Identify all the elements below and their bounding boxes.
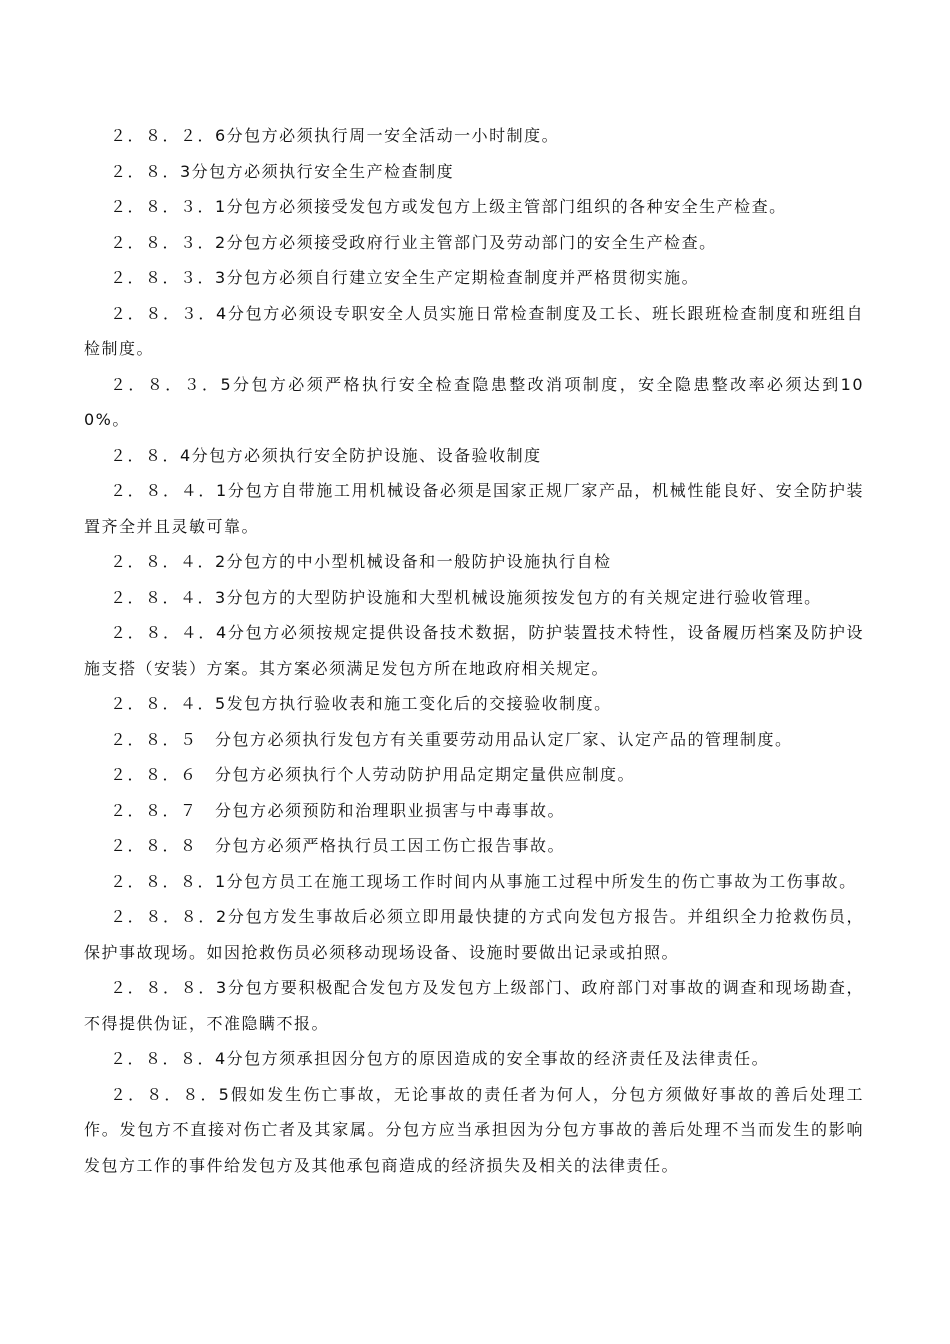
- paragraph: ２．８．８．1分包方员工在施工现场工作时间内从事施工过程中所发生的伤亡事故为工伤事故。: [110, 871, 857, 891]
- section-heading: ２．８．７ 分包方必须预防和治理职业损害与中毒事故。: [110, 800, 566, 820]
- paragraph: ２．８．４．1分包方自带施工用机械设备必须是国家正规厂家产品，机械性能良好、安全防护装置齐全并且灵敏可靠。: [84, 481, 864, 536]
- section-heading: ２．８．５ 分包方必须执行发包方有关重要劳动用品认定厂家、认定产品的管理制度。: [110, 729, 793, 749]
- section-heading: ２．８．８ 分包方必须严格执行员工因工伤亡报告事故。: [110, 836, 566, 855]
- section-heading: ２．８．4分包方必须执行安全防护设施、设备验收制度: [110, 445, 542, 465]
- paragraph: ２．８．８．3分包方要积极配合发包方及发包方上级部门、政府部门对事故的调查和现场勘查，不得提供伪证，不准隐瞒不报。: [84, 978, 864, 1033]
- paragraph: ２．８．３．5分包方必须严格执行安全检查隐患整改消项制度，安全隐患整改率必须达到100%。: [84, 374, 864, 429]
- paragraph: ２．８．８．5假如发生伤亡事故，无论事故的责任者为何人，分包方须做好事故的善后处理工作。发包方不直接对伤亡者及其家属。分包方应当承担因为分包方事故的善后处理不当而发生的影响发包方工作的事件给发包方及其他承包商造成的经济损失及相关的法律责任。: [84, 1084, 864, 1175]
- paragraph: ２．８．８．4分包方须承担因分包方的原因造成的安全事故的经济责任及法律责任。: [110, 1049, 770, 1068]
- paragraph: ２．８．３．3分包方必须自行建立安全生产定期检查制度并严格贯彻实施。: [110, 268, 700, 287]
- paragraph: ２．８．３．1分包方必须接受发包方或发包方上级主管部门组织的各种安全生产检查。: [110, 197, 787, 216]
- document-body: [84, 118, 864, 1183]
- section-heading: ２．８．６ 分包方必须执行个人劳动防护用品定期定量供应制度。: [110, 765, 636, 784]
- paragraph: ２．８．３．4分包方必须设专职安全人员实施日常检查制度及工长、班长跟班检查制度和班组自检制度。: [84, 303, 864, 358]
- paragraph: ２．８．３．2分包方必须接受政府行业主管部门及劳动部门的安全生产检查。: [110, 232, 717, 252]
- paragraph: ２．８．４．5发包方执行验收表和施工变化后的交接验收制度。: [110, 694, 612, 713]
- paragraph: ２．８．２．6分包方必须执行周一安全活动一小时制度。: [110, 126, 560, 145]
- paragraph: ２．８．８．2分包方发生事故后必须立即用最快捷的方式向发包方报告。并组织全力抢救伤员，保护事故现场。如因抢救伤员必须移动现场设备、设施时要做出记录或拍照。: [84, 907, 864, 962]
- paragraph: ２．８．４．3分包方的大型防护设施和大型机械设施须按发包方的有关规定进行验收管理。: [110, 587, 822, 607]
- paragraph: ２．８．４．4分包方必须按规定提供设备技术数据，防护装置技术特性，设备履历档案及防护设施支搭（安装）方案。其方案必须满足发包方所在地政府相关规定。: [84, 623, 864, 678]
- paragraph: ２．８．４．2分包方的中小型机械设备和一般防护设施执行自检: [110, 552, 612, 571]
- section-heading: ２．８．3分包方必须执行安全生产检查制度: [110, 161, 455, 181]
